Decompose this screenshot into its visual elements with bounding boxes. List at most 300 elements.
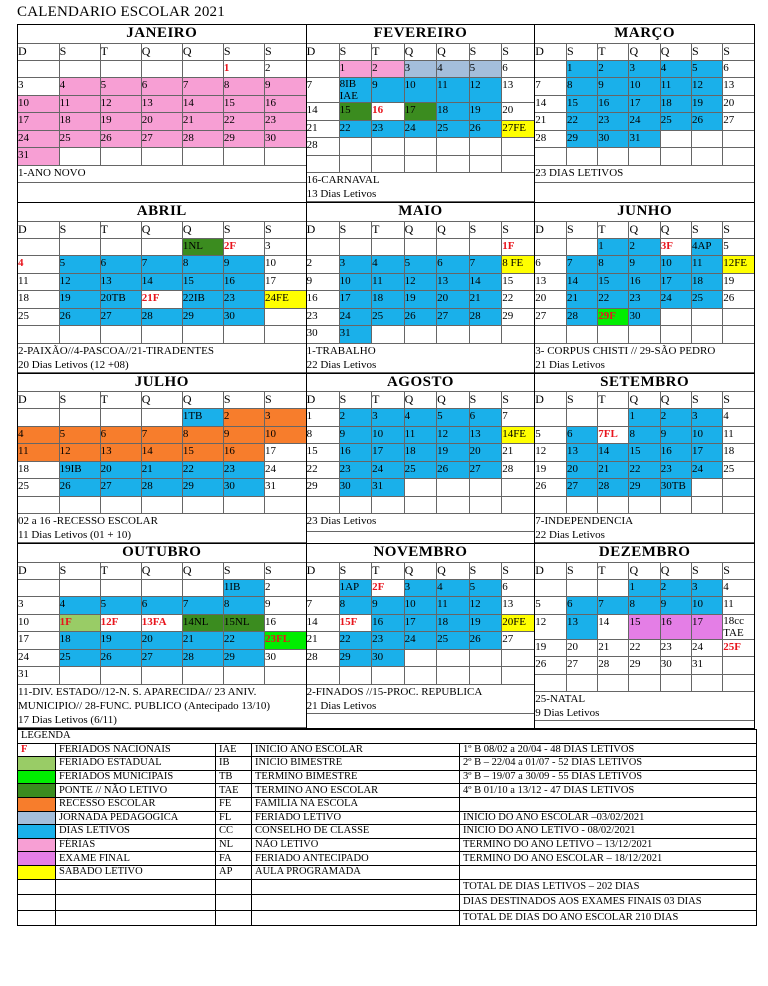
day-number: 15 xyxy=(182,274,194,287)
month-block xyxy=(18,203,307,374)
day-code: TAE xyxy=(723,626,744,639)
day-cell xyxy=(404,649,437,667)
day-cell xyxy=(100,78,141,96)
day-cell xyxy=(100,256,141,274)
day-number: 23 xyxy=(223,462,235,475)
day-cell xyxy=(18,256,59,274)
day-number: 28 xyxy=(469,309,481,322)
week-row xyxy=(535,60,754,78)
day-number: 29 xyxy=(223,650,235,663)
day-cell xyxy=(182,238,223,256)
day-cell xyxy=(437,479,470,497)
day-number: 5 xyxy=(59,427,66,440)
day-cell xyxy=(535,256,566,274)
legend-info: 1º B 08/02 a 20/04 - 48 DIAS LETIVOS xyxy=(460,743,757,757)
week-row xyxy=(535,461,754,479)
quarter-row xyxy=(18,203,755,374)
day-cell xyxy=(100,238,141,256)
day-number: 12 xyxy=(404,274,416,287)
day-number: 10 xyxy=(691,598,703,610)
weekday-header: Q xyxy=(660,221,691,238)
week-row xyxy=(307,632,535,650)
month-table xyxy=(307,374,535,532)
day-number: 23 xyxy=(223,292,235,304)
day-cell xyxy=(502,597,535,615)
day-cell xyxy=(141,130,182,148)
day-number: 15F xyxy=(339,615,358,628)
day-number: 4 xyxy=(660,61,667,74)
legend-empty-cell xyxy=(216,879,252,895)
weekday-header: D xyxy=(535,562,566,579)
month-name: JULHO xyxy=(18,374,306,392)
day-cell xyxy=(59,597,100,615)
day-cell xyxy=(18,579,59,597)
day-number: 16 xyxy=(223,274,235,287)
legend-meaning: TERMINO ANO ESCOLAR xyxy=(252,784,460,798)
day-cell xyxy=(723,78,754,96)
month-notes xyxy=(535,692,754,721)
day-cell xyxy=(598,113,629,131)
day-cell xyxy=(141,113,182,131)
month-note-line: 20 Dias Letivos (12 +08) xyxy=(18,358,129,371)
legend-swatch xyxy=(18,757,56,771)
day-cell xyxy=(223,130,264,148)
week-row xyxy=(18,461,306,479)
day-cell xyxy=(437,426,470,444)
weekday-header: S xyxy=(567,221,598,238)
day-number: 17 xyxy=(404,615,416,628)
day-number: 13 xyxy=(141,96,153,109)
day-cell xyxy=(59,238,100,256)
day-number: 18 xyxy=(660,96,672,109)
day-cell xyxy=(59,273,100,291)
day-number: 2F xyxy=(223,239,237,252)
day-number: 26 xyxy=(100,650,112,663)
day-number: 10 xyxy=(18,615,29,628)
week-row xyxy=(18,597,306,615)
day-number: 24 xyxy=(339,309,351,322)
day-cell xyxy=(307,308,340,326)
day-cell xyxy=(723,597,754,615)
day-number: 28 xyxy=(598,658,610,670)
legend-code: CC xyxy=(216,825,252,839)
day-number: 3 xyxy=(264,410,271,422)
day-cell xyxy=(100,148,141,166)
day-cell xyxy=(339,291,372,309)
week-row xyxy=(535,444,754,462)
day-cell xyxy=(100,632,141,650)
day-number: 25 xyxy=(437,121,449,134)
day-number: 20 xyxy=(141,114,153,126)
weekday-header: S xyxy=(723,392,754,409)
day-cell xyxy=(567,308,598,326)
weekday-header: Q xyxy=(141,392,182,409)
weekday-header: S xyxy=(691,221,722,238)
day-cell xyxy=(223,579,264,597)
week-row xyxy=(18,426,306,444)
weekday-header: S xyxy=(691,562,722,579)
day-number: 26 xyxy=(535,480,547,492)
month-name: FEVEREIRO xyxy=(307,25,535,43)
day-cell xyxy=(264,461,305,479)
day-number: 2 xyxy=(660,410,667,422)
day-number: 1 xyxy=(339,61,346,74)
day-number: 2F xyxy=(372,580,385,593)
day-cell xyxy=(404,426,437,444)
day-cell xyxy=(141,95,182,113)
day-number: 21 xyxy=(567,292,579,304)
month-notes xyxy=(535,343,754,372)
weekday-header: S xyxy=(723,562,754,579)
quarter-row xyxy=(18,373,755,544)
day-cell xyxy=(598,148,629,166)
day-cell xyxy=(59,256,100,274)
day-cell xyxy=(567,426,598,444)
day-cell xyxy=(469,614,502,632)
day-number: 12F xyxy=(100,615,119,628)
day-cell xyxy=(502,444,535,462)
day-cell xyxy=(100,426,141,444)
day-cell xyxy=(264,130,305,148)
day-cell xyxy=(469,155,502,173)
day-cell xyxy=(535,148,566,166)
day-cell xyxy=(404,579,437,597)
day-cell xyxy=(182,614,223,632)
day-number: 17 xyxy=(18,114,29,126)
day-number: 26 xyxy=(404,309,416,322)
day-cell xyxy=(502,256,535,274)
day-cell xyxy=(339,597,372,615)
day-cell xyxy=(535,496,566,514)
day-cell xyxy=(502,238,535,256)
legend-meaning: FERIADO ANTECIPADO xyxy=(252,852,460,866)
day-cell xyxy=(660,444,691,462)
month-block xyxy=(306,25,535,203)
day-number: 18 xyxy=(59,114,71,126)
day-number: 21 xyxy=(598,462,610,475)
day-cell xyxy=(100,597,141,615)
day-number: 5 xyxy=(59,257,66,269)
month-table xyxy=(18,544,306,728)
month-block xyxy=(18,25,307,203)
day-number: 12 xyxy=(469,79,481,91)
day-cell xyxy=(18,667,59,685)
month-name: JANEIRO xyxy=(18,25,306,43)
week-row xyxy=(18,130,306,148)
day-number: 21 xyxy=(598,640,610,653)
legend-code: TAE xyxy=(216,784,252,798)
day-cell xyxy=(223,308,264,326)
day-number: 30 xyxy=(264,131,276,144)
day-cell xyxy=(59,130,100,148)
day-cell xyxy=(182,409,223,427)
month-note-line: 1-ANO NOVO xyxy=(18,166,86,179)
day-cell xyxy=(264,113,305,131)
day-cell xyxy=(223,667,264,685)
day-cell xyxy=(598,291,629,309)
legend-total: TOTAL DE DIAS LETIVOS – 202 DIAS xyxy=(460,879,757,895)
day-number: 14 xyxy=(306,104,318,116)
day-cell xyxy=(723,130,754,148)
weekday-header: S xyxy=(59,43,100,60)
day-cell xyxy=(567,148,598,166)
weekday-header: D xyxy=(18,562,59,579)
day-number: 20FE xyxy=(502,615,527,628)
day-number: 25 xyxy=(404,462,416,475)
legend-empty-cell xyxy=(56,879,216,895)
day-number: 9 xyxy=(223,257,230,269)
legend-total: DIAS DESTINADOS AOS EXAMES FINAIS 03 DIAS xyxy=(460,895,757,911)
month-notes xyxy=(535,514,754,543)
day-number: 10 xyxy=(660,257,672,269)
day-number: 26 xyxy=(100,131,112,144)
legend-row xyxy=(18,852,757,866)
day-number: 22 xyxy=(598,292,610,304)
week-row xyxy=(307,597,535,615)
day-cell xyxy=(372,78,405,103)
day-number: 15 xyxy=(598,274,610,287)
day-number: 16 xyxy=(306,292,318,304)
legend-info: 3º B – 19/07 a 30/09 - 55 DIAS LETIVOS xyxy=(460,770,757,784)
day-cell xyxy=(723,60,754,78)
day-number: 5 xyxy=(100,79,107,91)
day-cell xyxy=(223,113,264,131)
day-number: 17 xyxy=(18,633,29,645)
day-number: 15 xyxy=(567,96,579,109)
day-cell xyxy=(567,444,598,462)
week-row xyxy=(18,148,306,166)
day-number: 29 xyxy=(306,480,318,492)
month-note-line: 23 Dias Letivos xyxy=(306,515,377,527)
day-number: 10 xyxy=(629,79,641,91)
day-cell xyxy=(307,461,340,479)
day-number: 9 xyxy=(598,79,604,91)
day-number: 15 xyxy=(223,96,235,109)
weekday-header: Q xyxy=(629,43,660,60)
month-block xyxy=(18,373,307,544)
day-cell xyxy=(437,496,470,514)
day-cell xyxy=(182,256,223,274)
week-row xyxy=(307,155,535,173)
day-cell xyxy=(372,409,405,427)
day-number: 4 xyxy=(18,427,24,440)
day-cell xyxy=(535,444,566,462)
day-cell xyxy=(141,291,182,309)
weekday-header: S xyxy=(223,562,264,579)
day-cell xyxy=(307,326,340,344)
day-cell xyxy=(339,256,372,274)
day-cell xyxy=(182,632,223,650)
day-cell xyxy=(598,674,629,692)
day-number: 30 xyxy=(264,650,276,663)
day-number: 1TB xyxy=(182,410,203,422)
day-number: 8 FE xyxy=(502,257,524,269)
day-cell xyxy=(307,78,340,103)
day-cell xyxy=(629,479,660,497)
day-cell xyxy=(502,614,535,632)
day-number: 3 xyxy=(372,410,378,422)
day-cell xyxy=(182,496,223,514)
weekday-header: S xyxy=(264,392,305,409)
quarter-row xyxy=(18,544,755,729)
week-row xyxy=(535,238,754,256)
day-cell xyxy=(307,496,340,514)
day-number: 23 xyxy=(339,462,351,475)
day-cell xyxy=(469,444,502,462)
legend-code: FL xyxy=(216,811,252,825)
day-number: 1 xyxy=(629,410,635,422)
day-cell xyxy=(502,138,535,156)
day-cell xyxy=(502,60,535,78)
day-cell xyxy=(372,238,405,256)
day-number: 4 xyxy=(723,580,729,593)
day-cell xyxy=(660,579,691,597)
day-cell xyxy=(18,60,59,78)
week-row xyxy=(535,426,754,444)
day-number: 14 xyxy=(535,96,547,109)
calendar-grid xyxy=(17,24,755,729)
day-cell xyxy=(307,426,340,444)
day-number: 14 xyxy=(306,615,318,628)
day-cell xyxy=(567,579,598,597)
day-cell xyxy=(372,426,405,444)
day-number: 3F xyxy=(660,239,673,252)
day-number: 20 xyxy=(723,96,735,109)
day-cell xyxy=(598,95,629,113)
day-cell xyxy=(502,479,535,497)
legend-meaning: NÃO LETIVO xyxy=(252,838,460,852)
day-cell xyxy=(535,113,566,131)
day-cell xyxy=(264,426,305,444)
week-row xyxy=(535,409,754,427)
day-cell xyxy=(404,273,437,291)
day-number: 3 xyxy=(629,61,635,74)
day-cell xyxy=(629,597,660,615)
day-cell xyxy=(141,597,182,615)
legend-info: INICIO DO ANO LETIVO - 08/02/2021 xyxy=(460,825,757,839)
day-cell xyxy=(535,657,566,675)
day-number: 15 xyxy=(629,445,641,457)
day-number: 27 xyxy=(437,309,449,322)
day-cell xyxy=(372,273,405,291)
week-row xyxy=(307,479,535,497)
day-cell xyxy=(141,60,182,78)
day-number: 24 xyxy=(691,462,703,475)
day-cell xyxy=(535,238,566,256)
day-number: 12 xyxy=(691,79,703,91)
legend-code: FE xyxy=(216,797,252,811)
day-cell xyxy=(598,579,629,597)
day-cell xyxy=(598,614,629,639)
day-number: 20 xyxy=(502,104,514,116)
day-number: 12 xyxy=(535,445,547,457)
day-cell xyxy=(18,273,59,291)
day-cell xyxy=(223,291,264,309)
day-cell xyxy=(404,60,437,78)
day-cell xyxy=(535,291,566,309)
day-number: 18 xyxy=(18,292,29,304)
day-number: 28 xyxy=(567,309,579,322)
day-cell xyxy=(598,426,629,444)
weekday-header: T xyxy=(100,43,141,60)
day-number: 8 xyxy=(223,598,230,610)
day-number: 27FE xyxy=(502,121,527,134)
day-number: 31 xyxy=(264,480,276,492)
day-number: 12 xyxy=(59,274,71,287)
day-cell xyxy=(629,95,660,113)
week-row xyxy=(535,78,754,96)
day-cell xyxy=(339,103,372,121)
day-cell xyxy=(182,579,223,597)
month-table xyxy=(307,25,535,202)
day-cell xyxy=(660,113,691,131)
legend-empty-cell xyxy=(18,910,56,926)
day-cell xyxy=(18,326,59,344)
day-number: 5 xyxy=(691,61,698,74)
day-number: 4 xyxy=(372,257,378,269)
legend-label: FERIADOS NACIONAIS xyxy=(56,743,216,757)
day-cell xyxy=(223,148,264,166)
day-cell xyxy=(100,130,141,148)
day-cell xyxy=(182,667,223,685)
day-number: 12FE xyxy=(723,257,748,269)
day-number: 25 xyxy=(372,309,384,322)
day-number: 19 xyxy=(100,633,112,645)
day-number: 8 xyxy=(223,79,230,91)
day-code: IAE xyxy=(339,90,358,102)
day-cell xyxy=(141,409,182,427)
legend-row xyxy=(18,811,757,825)
day-cell xyxy=(404,632,437,650)
day-cell xyxy=(307,632,340,650)
week-row xyxy=(18,409,306,427)
day-number: 14 xyxy=(598,445,610,457)
day-cell xyxy=(502,426,535,444)
day-number: 24 xyxy=(660,292,672,304)
day-cell xyxy=(723,148,754,166)
day-cell xyxy=(660,60,691,78)
day-cell xyxy=(100,461,141,479)
legend-total-row xyxy=(18,895,757,911)
day-cell xyxy=(660,496,691,514)
legend-code: AP xyxy=(216,865,252,879)
day-cell xyxy=(372,60,405,78)
day-number: 18 xyxy=(723,445,735,457)
day-cell xyxy=(223,256,264,274)
day-cell xyxy=(469,579,502,597)
day-cell xyxy=(691,461,722,479)
day-cell xyxy=(223,273,264,291)
day-cell xyxy=(404,496,437,514)
day-cell xyxy=(691,326,722,344)
day-cell xyxy=(404,120,437,138)
day-cell xyxy=(339,496,372,514)
day-cell xyxy=(141,614,182,632)
day-number: 23 xyxy=(660,640,672,653)
day-number: 15 xyxy=(306,445,318,457)
day-number: 21 xyxy=(502,445,514,457)
day-number: 27 xyxy=(723,114,735,126)
day-number: 20 xyxy=(100,462,112,475)
day-number: 19 xyxy=(59,292,71,304)
day-cell xyxy=(598,657,629,675)
day-cell xyxy=(629,238,660,256)
day-cell xyxy=(660,130,691,148)
day-cell xyxy=(404,155,437,173)
day-cell xyxy=(469,60,502,78)
day-cell xyxy=(469,632,502,650)
day-cell xyxy=(182,148,223,166)
